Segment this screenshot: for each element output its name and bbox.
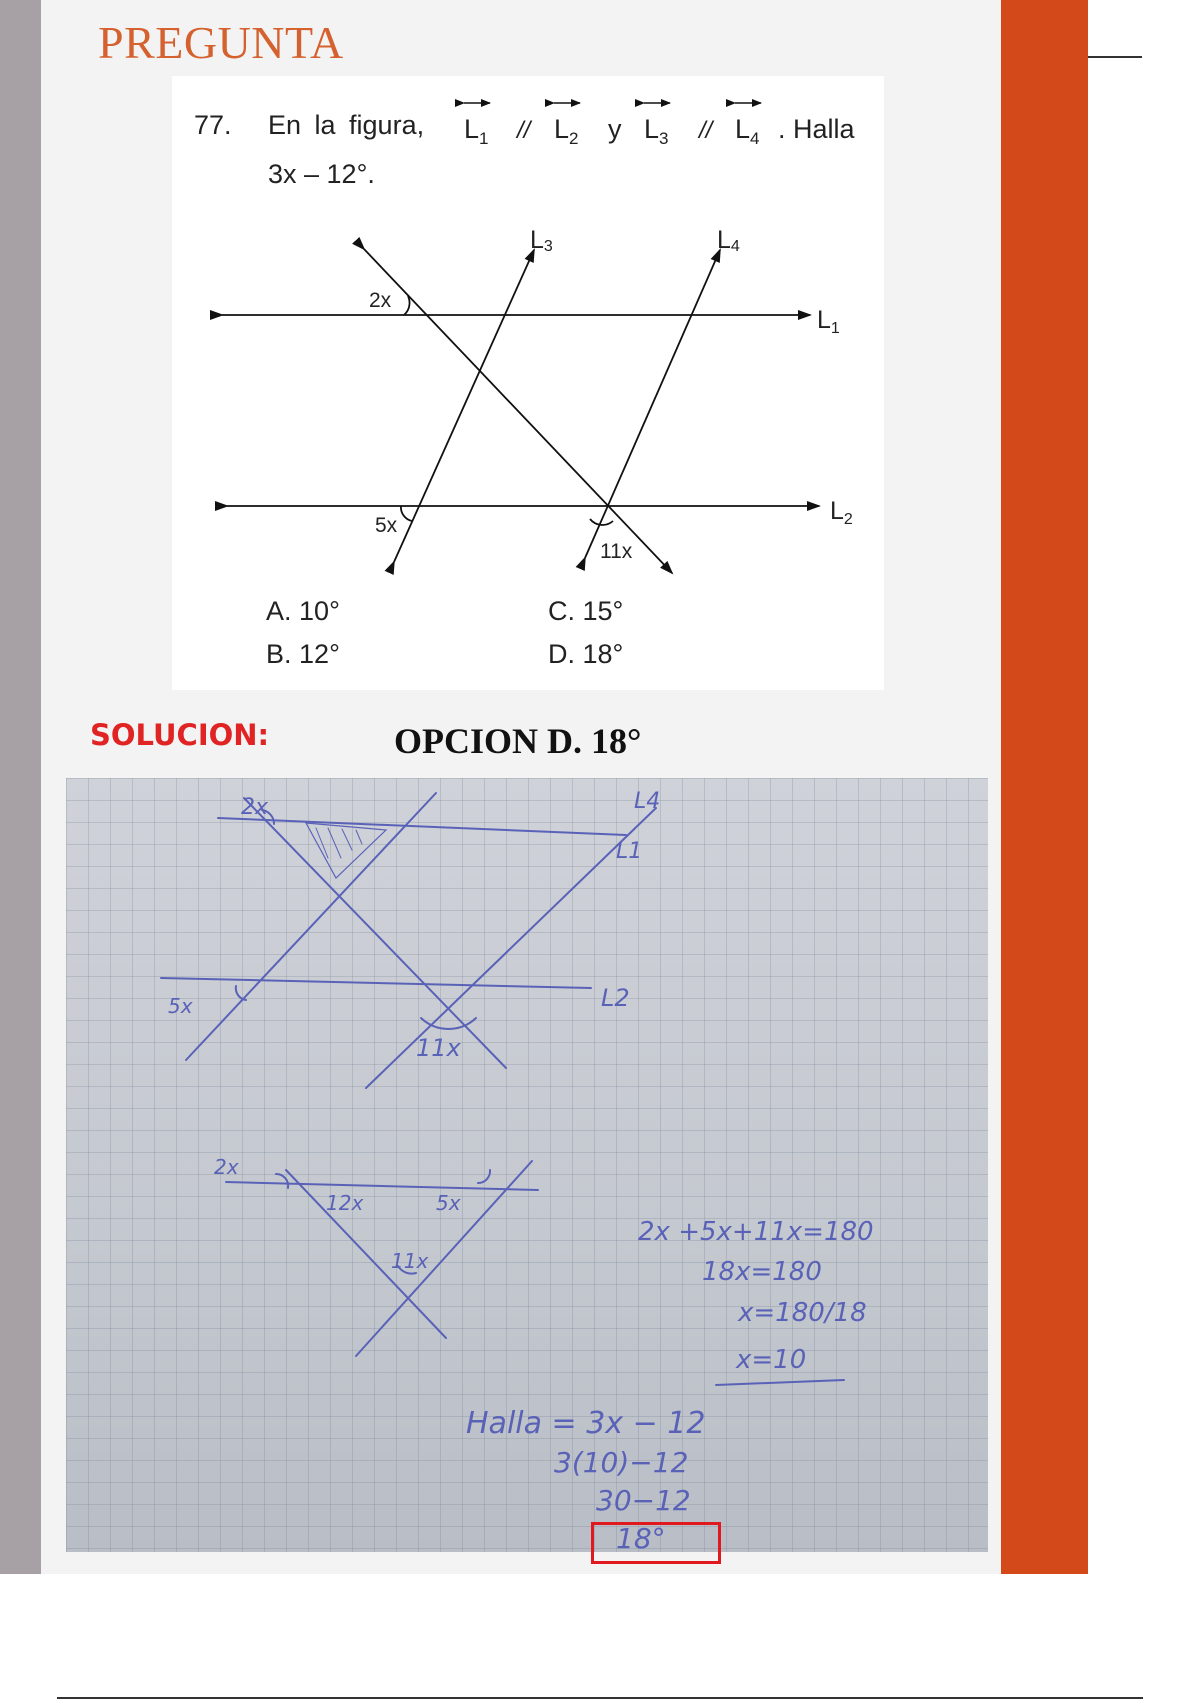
line-l4 [585,250,720,558]
stmt-conj: y [608,114,622,144]
sketch1-line-l4 [366,808,656,1088]
angle-label-2x: 2x [369,289,392,312]
hw-result: 18° [616,1522,666,1552]
option-b-value: 12° [299,639,340,669]
sketch2-top-line [226,1182,538,1190]
sketch2-underline [716,1380,844,1385]
stmt-l2: $L_2$ [554,114,579,148]
sketch2-arc-right [478,1170,490,1183]
stmt-l1: $L_1$ [464,114,489,148]
answer-highlight-box [591,1522,721,1564]
option-d-value: 18° [582,639,624,669]
option-a [266,596,340,627]
angle-arc-top [404,296,410,315]
angle-label-5x: 5x [375,514,398,537]
hw-sketch2-2x: 2x [214,1155,239,1179]
question-prefix: En la figura, [268,110,425,140]
hw-sketch2-11x: 11x [391,1249,429,1273]
right-accent-strip [1001,0,1088,1574]
option-a-letter: A. [266,596,292,626]
stmt-parallel-2: // [699,117,713,144]
stmt-expression: 3x – 12°. [268,159,375,189]
stmt-l4: $L_4$ [735,114,760,148]
option-a-value: 10° [299,596,340,626]
question-number: 77. [194,110,232,140]
stmt-l3: $L_3$ [644,114,669,148]
option-d [548,639,623,670]
sketch1-line-l1 [218,818,626,835]
sketch1-line-l2 [161,978,591,988]
bottom-rule [57,1697,1143,1699]
hw-sketch1-l2: L2 [601,984,630,1012]
hw-calc3: 30−12 [596,1484,691,1517]
hw-eq4: x=10 [736,1345,807,1375]
figure-label-l3: L3 [530,226,553,255]
left-sidebar-strip [0,0,41,1574]
option-c-letter: C. [548,596,575,626]
handwritten-sketch [66,778,988,1552]
question-card [172,76,884,690]
option-b-letter: B. [266,639,292,669]
hw-sketch1-l1: L1 [616,839,643,864]
hw-sketch1-l4: L4 [634,789,661,814]
option-c-value: 15° [582,596,624,626]
option-c [548,596,623,627]
hw-sketch1-11x: 11x [416,1034,461,1062]
hw-sketch1-5x: 5x [168,994,193,1018]
figure-label-l2: $L_2$ [830,497,853,528]
angle-arc-left [401,506,412,521]
page-heading: PREGUNTA [98,17,344,68]
handwritten-solution-photo [66,778,988,1552]
sketch2-arc-top [276,1174,288,1188]
hw-eq3: x=180/18 [738,1298,867,1328]
top-rule [1088,56,1142,58]
solution-label: SOLUCION: [90,718,270,752]
stmt-suffix: . Halla [778,114,855,144]
figure-label-l1: $L_1$ [817,306,840,337]
sketch1-hatch [306,823,386,878]
hw-eq1: 2x +5x+11x=180 [638,1217,874,1247]
angle-label-11x: 11x [600,540,633,563]
option-b [266,639,340,670]
hw-calc1: Halla = 3x − 12 [466,1406,706,1441]
stmt-parallel-1: // [517,117,531,144]
hw-sketch2-5x: 5x [436,1191,461,1215]
figure-label-l4: L4 [717,226,740,255]
sketch1-diagonal [244,798,506,1068]
hw-calc2: 3(10)−12 [554,1446,689,1479]
hw-sketch1-2x: 2x [241,795,269,820]
option-d-letter: D. [548,639,575,669]
hw-sketch2-12x: 12x [326,1191,364,1215]
answer-text: OPCION D. 18° [394,721,642,761]
hw-eq2: 18x=180 [702,1257,822,1287]
